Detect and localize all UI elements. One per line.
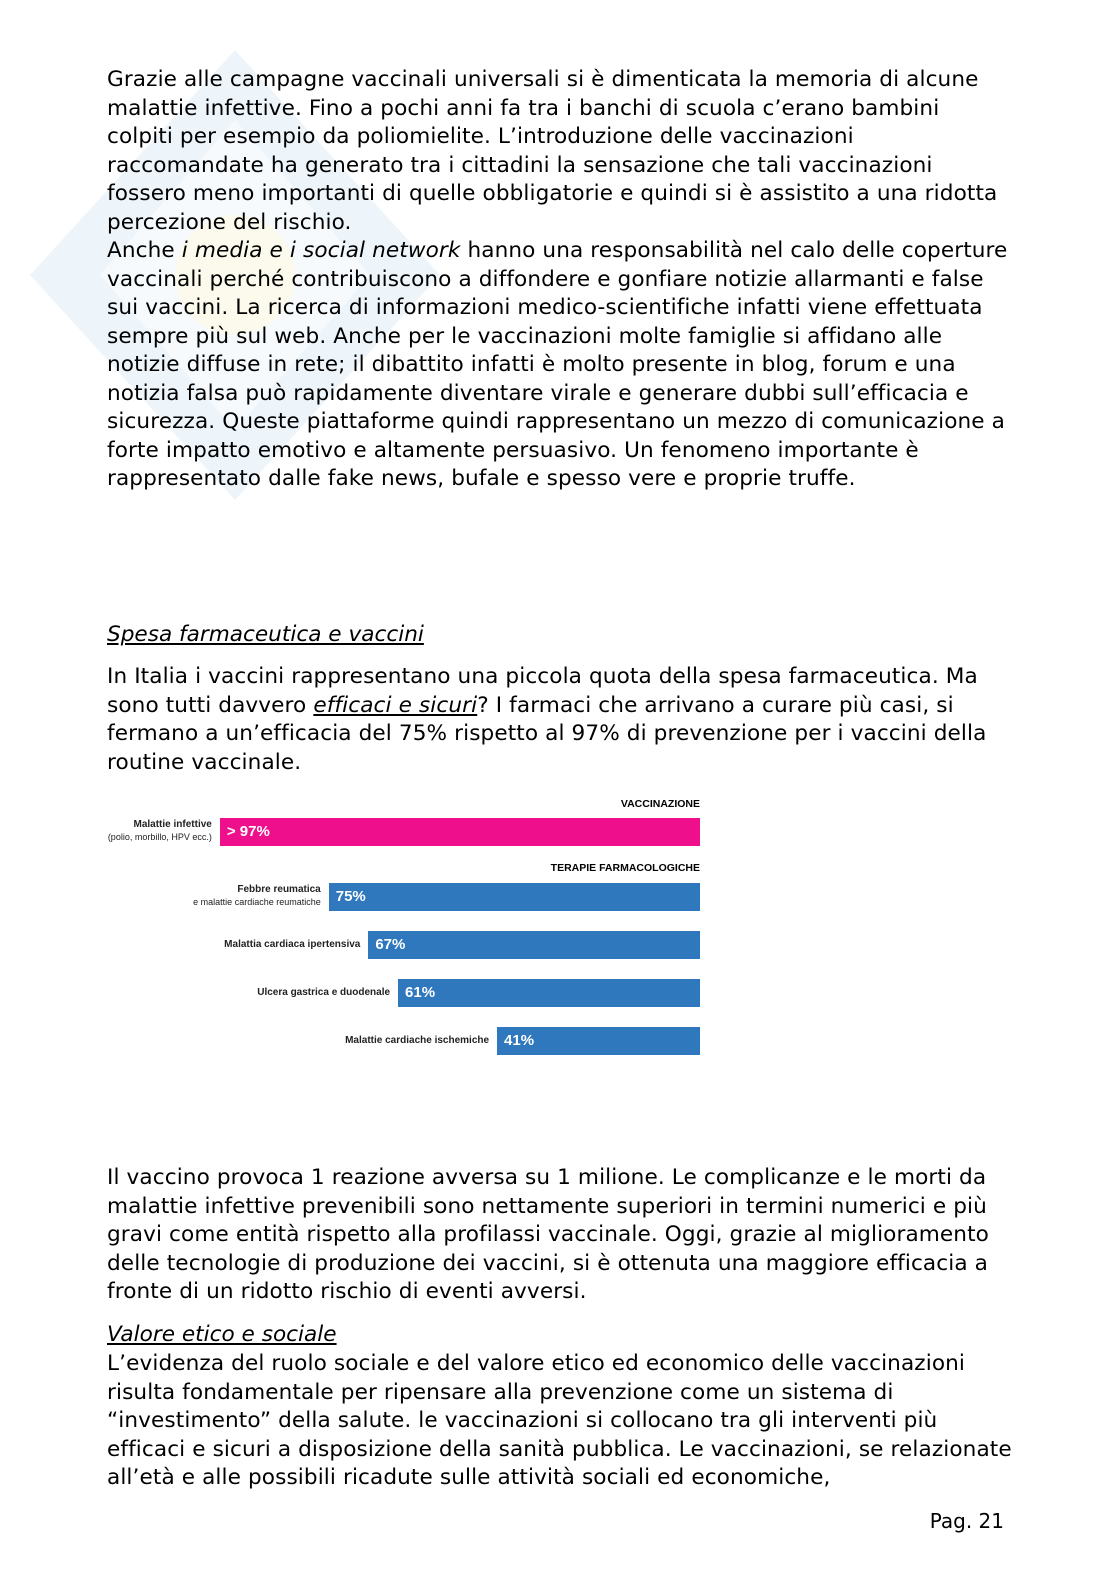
paragraph-reazione-avversa: Il vaccino provoca 1 reazione avversa su 1 milione. Le complicanze e le morti da malattie infettive prevenibili sono nettamente superiori in termini numerici e più gravi come entità rispetto alla profilassi vaccinale. Oggi, grazie al miglioramento delle tecnologie di produzione dei vaccini, si è ottenuta una maggiore efficacia a fronte di un ridotto rischio di eventi avversi. <box>107 1165 989 1304</box>
chart-bar <box>497 1027 700 1055</box>
chart-data-label: 67% <box>375 936 406 953</box>
p3-post: ? I farmaci che arrivano a curare più casi, si fermano a un’efficacia del 75% rispetto al 97% di prevenzione per i vaccini della routine vaccinale. <box>107 692 987 775</box>
paragraph-spesa <box>107 663 1012 777</box>
chart-bar <box>368 931 700 959</box>
chart-data-label: 75% <box>335 888 366 905</box>
chart-category-name: Malattie cardiache ischemiche <box>345 1035 490 1046</box>
chart-category-name: Febbre reumatica <box>237 884 321 895</box>
chart-bar <box>220 818 700 846</box>
p2-italic: i media e i social network <box>181 238 461 263</box>
p2-pre: Anche <box>107 238 182 263</box>
efficacy-bar-chart <box>100 795 710 1070</box>
chart-category-name: Malattia cardiaca ipertensiva <box>224 939 361 950</box>
chart-section-label: TERAPIE FARMACOLOGICHE <box>550 862 700 874</box>
chart-category-label <box>108 819 212 843</box>
p3-pre: In Italia i vaccini rappresentano una piccola quota della spesa farmaceutica. Ma sono tutti davvero <box>107 664 978 718</box>
chart-data-label: 41% <box>504 1032 535 1049</box>
chart-category-label <box>193 884 321 908</box>
chart-category-name: Ulcera gastrica e duodenale <box>257 987 391 998</box>
chart-category-label <box>257 987 390 999</box>
p2-post: hanno una responsabilità nel calo delle coperture vaccinali perché contribuiscono a diffondere e gonfiare notizie allarmanti e false sui vaccini. La ricerca di informazioni medico-scientifiche infatti viene effettuata sempre più sul web. Anche per le vaccinazioni molte famiglie si affidano alle notizie diffuse in rete; il dibattito infatti è molto presente in blog, forum e una notizia falsa può rapidamente diventare virale e generare dubbi sull’efficacia e sicurezza. Queste piattaforme quindi rappresentano un mezzo di comunicazione a forte impatto emotivo e altamente persuasivo. Un fenomeno importante è rappresentato dalle fake news, bufale e spesso vere e proprie truffe. <box>107 238 1008 491</box>
p3-italic: efficaci e sicuri <box>313 692 478 718</box>
chart-section-label: VACCINAZIONE <box>620 798 700 810</box>
chart-category-sublabel: e malattie cardiache reumatiche <box>193 897 321 907</box>
chart-category-label <box>345 1035 489 1047</box>
chart-category-sublabel: (polio, morbillo, HPV ecc.) <box>107 832 212 842</box>
chart-data-label: > 97% <box>226 823 270 840</box>
heading-spesa-farmaceutica: Spesa farmaceutica e vaccini <box>107 622 424 647</box>
chart-category-name: Malattie infettive <box>133 819 212 830</box>
paragraph-valore-etico: L’evidenza del ruolo sociale e del valore etico ed economico delle vaccinazioni risulta fondamentale per ripensare alla prevenzione come un sistema di “investimento” della salute. le vaccinazioni si collocano tra gli interventi più efficaci e sicuri a disposizione della sanità pubblica. Le vaccinazioni, se relazionate all’età e alle possibili ricadute sulle attività sociali ed economiche, <box>107 1351 1012 1490</box>
paragraph-memoria-malattie: Grazie alle campagne vaccinali universali si è dimenticata la memoria di alcune malattie infettive. Fino a pochi anni fa tra i banchi di scuola c’erano bambini colpiti per esempio da poliomielite. L’introduzione delle vaccinazioni raccomandate ha generato tra i cittadini la sensazione che tali vaccinazioni fossero meno importanti di quelle obbligatorie e quindi si è assistito a una ridotta percezione del rischio. <box>107 67 998 235</box>
chart-category-label <box>224 939 360 951</box>
paragraph-media-social <box>107 237 1012 494</box>
chart-bar <box>329 883 700 911</box>
heading-valore-etico: Valore etico e sociale <box>107 1322 337 1347</box>
chart-data-label: 61% <box>405 984 436 1001</box>
page-number: Pag. 21 <box>929 1509 1004 1533</box>
chart-bar <box>398 979 700 1007</box>
